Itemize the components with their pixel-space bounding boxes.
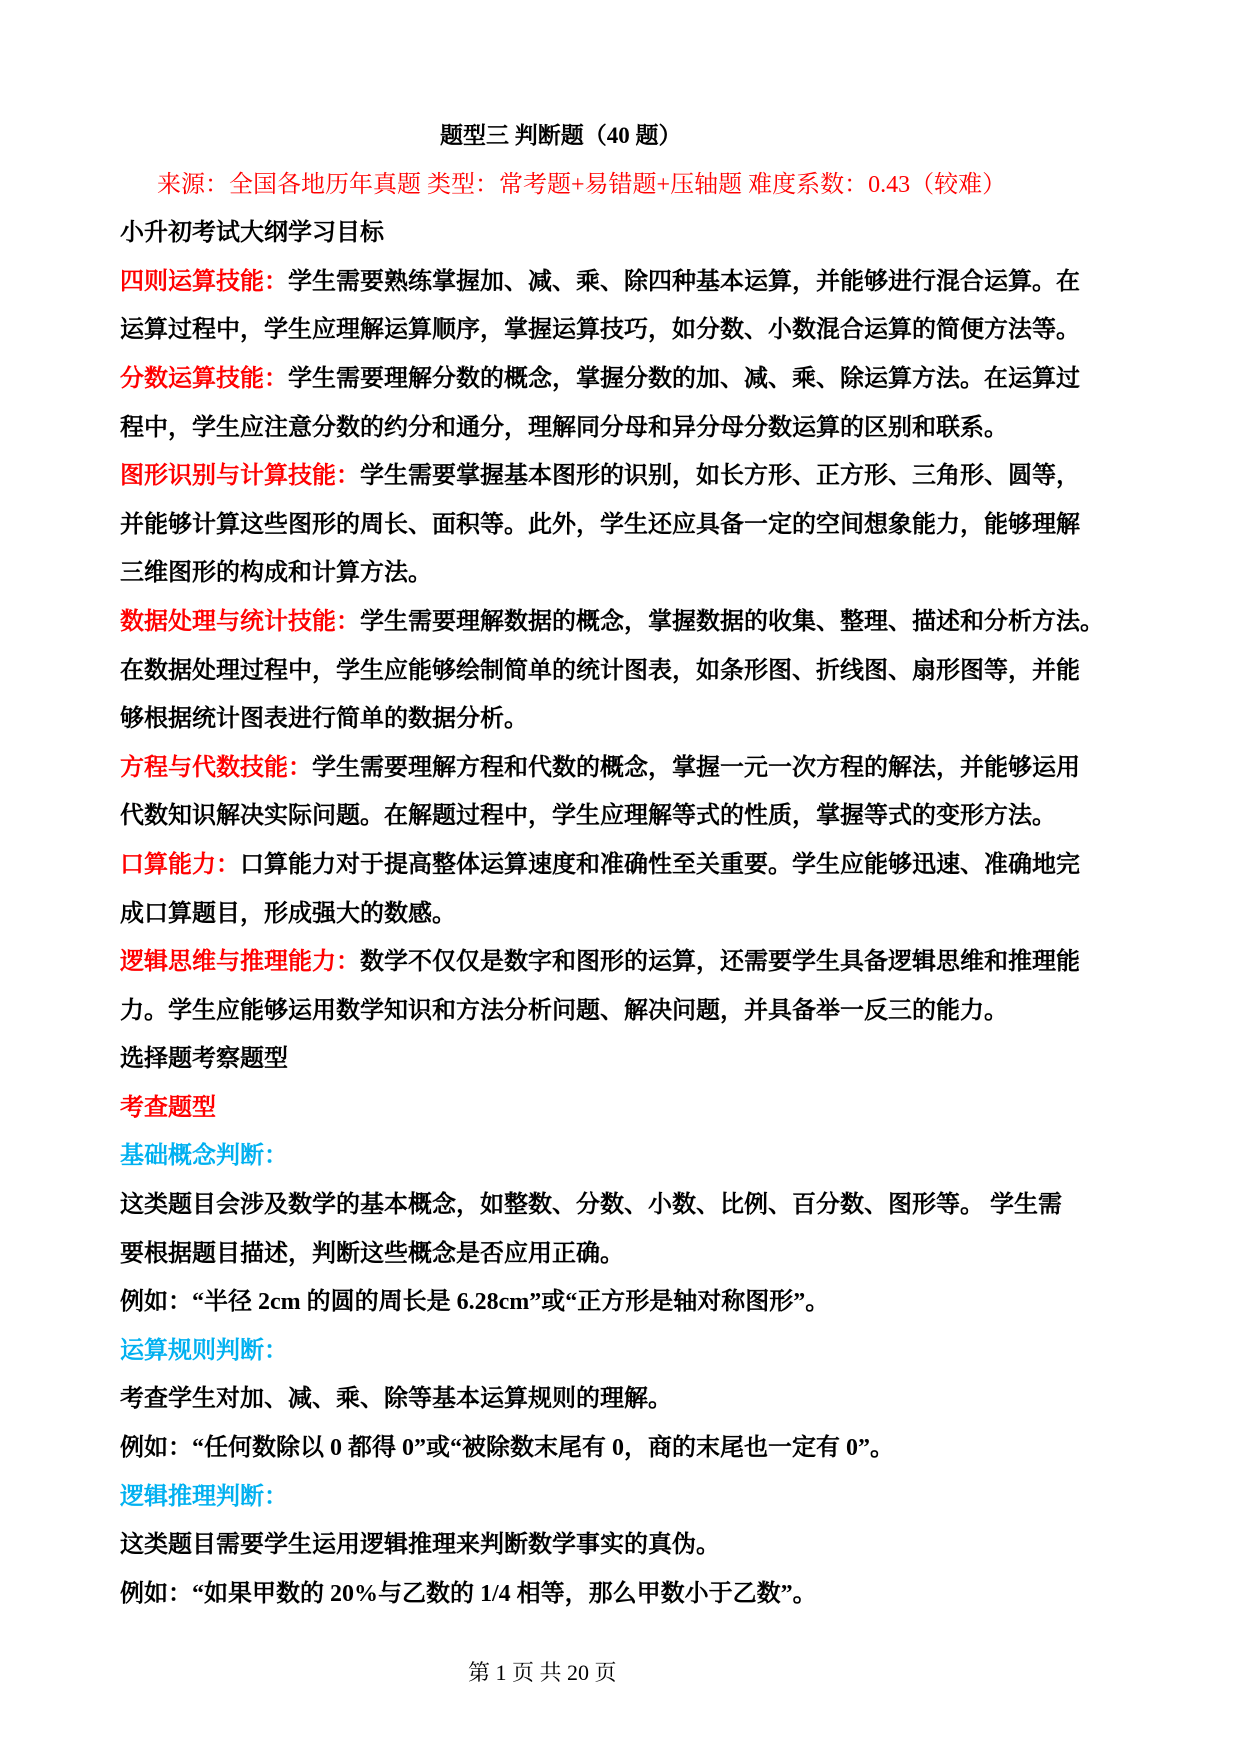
type-line: 这类题目需要学生运用逻辑推理来判断数学事实的真伪。 [120,1532,720,1559]
skill-line: 运算过程中，学生应理解运算顺序，掌握运算技巧，如分数、小数混合运算的简便方法等。 [120,317,1080,344]
outline-heading: 小升初考试大纲学习目标 [120,220,384,247]
skill-text: 学生需要熟练掌握加、减、乘、除四种基本运算，并能够进行混合运算。在 [288,268,1080,295]
type-label: 运算规则判断： [120,1337,288,1364]
types-heading: 考查题型 [120,1094,216,1121]
skill-line: 程中，学生应注意分数的约分和通分，理解同分母和异分母分数运算的区别和联系。 [120,414,1008,441]
skill-text: 学生需要理解分数的概念，掌握分数的加、减、乘、除运算方法。在运算过 [288,365,1080,392]
skill-label: 数据处理与统计技能： [120,608,360,635]
skill-line: 代数知识解决实际问题。在解题过程中，学生应理解等式的性质，掌握等式的变形方法。 [120,803,1056,830]
type-example: 例如：“如果甲数的 20%与乙数的 1/4 相等，那么甲数小于乙数”。 [120,1580,817,1607]
skill-line [120,452,1180,501]
skill-line [120,598,1180,647]
page-title: 题型三 判断题（40 题） [440,123,682,148]
type-example: 例如：“任何数除以 0 都得 0”或“被除数末尾有 0，商的末尾也一定有 0”。 [120,1435,894,1462]
type-line: 考查学生对加、减、乘、除等基本运算规则的理解。 [120,1386,672,1413]
skill-line: 在数据处理过程中，学生应能够绘制简单的统计图表，如条形图、折线图、扇形图等，并能 [120,657,1080,684]
skill-line [120,355,1180,404]
type-line: 要根据题目描述，判断这些概念是否应用正确。 [120,1240,624,1267]
skill-text: 数学不仅仅是数字和图形的运算，还需要学生具备逻辑思维和推理能 [360,949,1080,976]
type-line: 这类题目会涉及数学的基本概念，如整数、分数、小数、比例、百分数、图形等。 学生需 [120,1192,1062,1219]
skill-label: 四则运算技能： [120,268,288,295]
type-label: 基础概念判断： [120,1143,288,1170]
skill-line: 并能够计算这些图形的周长、面积等。此外，学生还应具备一定的空间想象能力，能够理解 [120,511,1080,538]
skill-text: 学生需要理解方程和代数的概念，掌握一元一次方程的解法，并能够运用 [312,754,1080,781]
skill-line [120,938,1180,987]
type-label: 逻辑推理判断： [120,1483,288,1510]
skill-label: 方程与代数技能： [120,754,312,781]
page-footer: 第 1 页 共 20 页 [468,1660,617,1685]
skill-label: 逻辑思维与推理能力： [120,949,360,976]
skill-text: 学生需要掌握基本图形的识别，如长方形、正方形、三角形、圆等， [360,463,1080,490]
skill-line: 三维图形的构成和计算方法。 [120,560,432,587]
skill-line [120,841,1180,890]
skill-line: 力。学生应能够运用数学知识和方法分析问题、解决问题，并具备举一反三的能力。 [120,997,1008,1024]
skill-label: 口算能力： [120,851,240,878]
type-example: 例如：“半径 2cm 的圆的周长是 6.28cm”或“正方形是轴对称图形”。 [120,1289,830,1316]
source-line: 来源：全国各地历年真题 类型：常考题+易错题+压轴题 难度系数：0.43（较难） [157,171,1007,198]
skill-line [120,258,1180,307]
skill-line: 够根据统计图表进行简单的数据分析。 [120,706,528,733]
section-heading: 选择题考察题型 [120,1046,288,1073]
skill-label: 分数运算技能： [120,365,288,392]
page-content [120,112,1180,1618]
skill-label: 图形识别与计算技能： [120,463,360,490]
skill-text: 学生需要理解数据的概念，掌握数据的收集、整理、描述和分析方法。 [360,608,1104,635]
skill-line: 成口算题目，形成强大的数感。 [120,900,456,927]
skill-text: 口算能力对于提高整体运算速度和准确性至关重要。学生应能够迅速、准确地完 [240,851,1080,878]
skill-line [120,744,1180,793]
